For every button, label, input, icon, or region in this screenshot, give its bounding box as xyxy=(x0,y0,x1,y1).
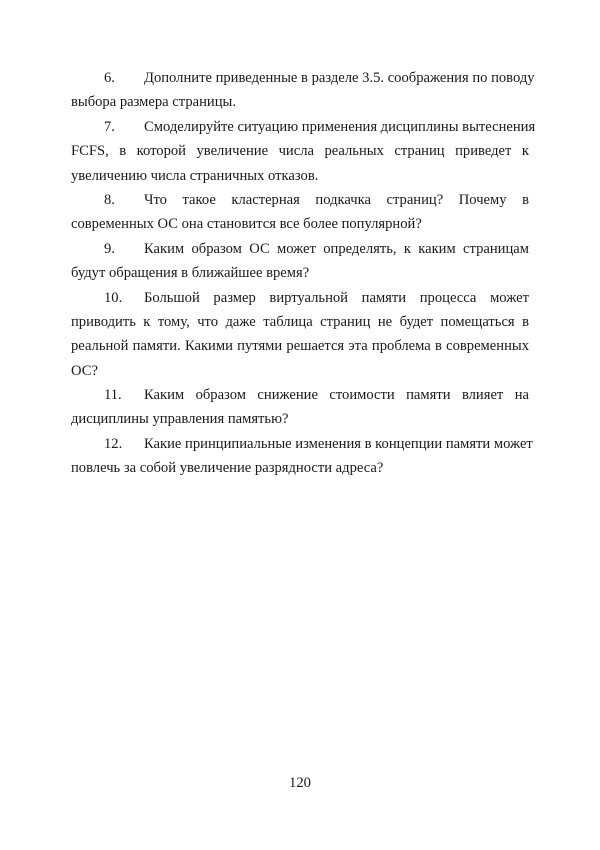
question-item xyxy=(71,432,533,481)
question-item xyxy=(71,237,529,286)
question-line xyxy=(71,188,529,212)
question-number: 6. xyxy=(104,70,115,86)
question-text: дисциплины управления памятью? xyxy=(71,411,289,428)
question-line xyxy=(71,66,535,90)
question-line xyxy=(71,261,529,285)
question-number: 11. xyxy=(104,387,122,404)
question-text: будут обращения в ближайшее время? xyxy=(71,265,310,282)
question-text: реальной памяти. Какими путями решается эта проблема в современных xyxy=(71,338,529,355)
question-item xyxy=(71,115,536,188)
question-text: Какие принципиальные изменения в концепции памяти может xyxy=(144,435,533,452)
question-text: Смоделируйте ситуацию применения дисциплины вытеснения xyxy=(144,118,536,135)
question-line xyxy=(71,237,529,261)
question-line xyxy=(71,456,529,480)
question-number: 7. xyxy=(104,118,115,135)
question-text: Большой размер виртуальной памяти процесса может xyxy=(144,289,529,306)
question-text: ОС? xyxy=(71,362,98,379)
question-text: увеличению числа страничных отказов. xyxy=(71,167,319,184)
question-text: FCFS, в которой увеличение числа реальных страниц приведет к xyxy=(71,143,529,160)
question-item xyxy=(71,188,529,237)
question-number: 10. xyxy=(104,289,123,306)
question-text: Каким образом снижение стоимости памяти влияет на xyxy=(144,387,529,404)
question-text: повлечь за собой увеличение разрядности адреса? xyxy=(71,460,384,477)
question-line xyxy=(71,212,529,236)
question-number: 8. xyxy=(104,191,115,208)
question-line xyxy=(71,407,529,431)
question-line xyxy=(71,286,529,310)
question-number: 9. xyxy=(104,240,115,257)
question-line xyxy=(71,310,529,334)
question-item xyxy=(71,66,535,115)
question-text: современных ОС она становится все более популярной? xyxy=(71,216,422,233)
question-line xyxy=(71,359,529,383)
question-item xyxy=(71,383,529,432)
question-text: выбора размера страницы. xyxy=(71,94,236,111)
question-line xyxy=(71,334,529,358)
question-number: 12. xyxy=(104,435,123,452)
question-line xyxy=(71,164,529,188)
question-text: Каким образом ОС может определять, к каким страницам xyxy=(144,240,529,257)
question-line xyxy=(71,90,529,114)
question-text: Что такое кластерная подкачка страниц? Почему в xyxy=(144,191,529,208)
question-line xyxy=(71,383,529,407)
page-number: 120 xyxy=(289,775,311,791)
question-line xyxy=(71,432,533,456)
question-list xyxy=(71,66,536,481)
question-text: Дополните приведенные в разделе 3.5. соображения по поводу xyxy=(144,70,535,86)
question-line xyxy=(71,139,529,163)
question-item xyxy=(71,286,529,384)
question-text: приводить к тому, что даже таблица страниц не будет помещаться в xyxy=(71,313,529,330)
question-line xyxy=(71,115,536,139)
